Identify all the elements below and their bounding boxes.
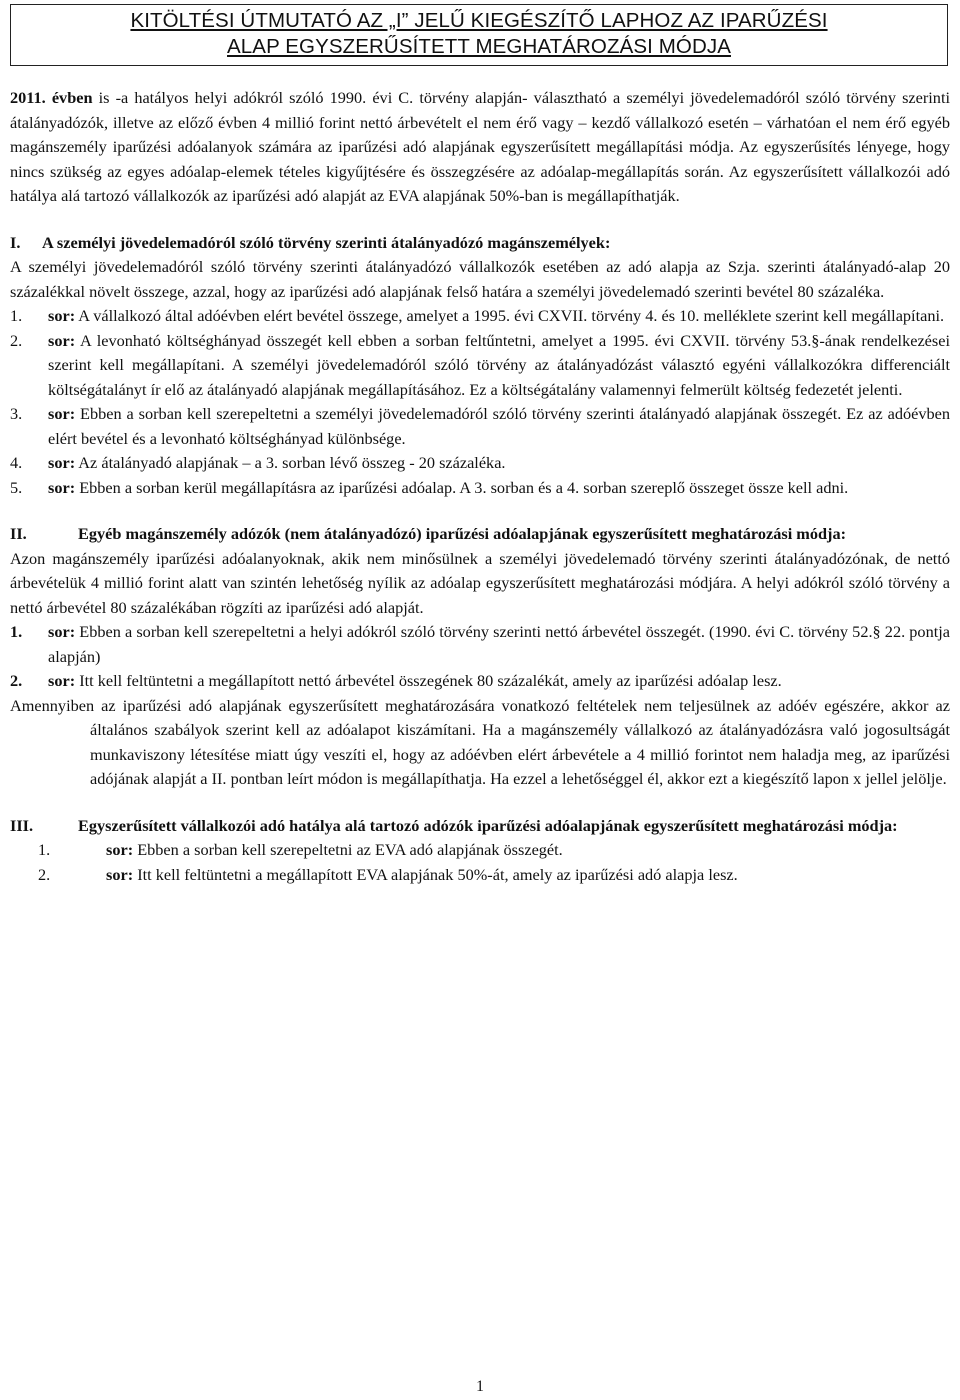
section-3-item	[10, 863, 950, 888]
item-text: A vállalkozó által adóévben elért bevétel összege, amelyet a 1995. évi CXVII. törvény 4. és 10. melléklete szerint kell megállapítani.	[75, 306, 945, 325]
document-body	[10, 86, 950, 887]
section-1-heading	[10, 231, 950, 256]
item-text: Ebben a sorban kell szerepeltetni a helyi adókról szóló törvény szerinti nettó árbevétel összegét. (1990. évi C. törvény 52.§ 22. pontja alapján)	[48, 622, 950, 666]
item-number: 2.	[10, 671, 23, 690]
section-1-item	[10, 304, 950, 329]
intro-text: is -a hatályos helyi adókról szóló 1990. évi C. törvény alapján- választható a személyi jövedelemadóról szóló törvény szerinti átalányadózók, illetve az előző évben 4 millió forint nettó árbevételt el nem érő vagy – kezdő vállalkozó esetén – várhatóan el nem érő egyéb magánszemély iparűzési adóalanyok számára az iparűzési adó alapjának egyszerűsített megállapítási módja. Az egyszerűsítés lényege, hogy nincs szükség az egyes adóalap-elemek tételes kigyűjtésére és összegzésére az adóalap-megállapítás során. Az egyszerűsített vállalkozói adó hatálya alá tartozó vállalkozók az iparűzési adó alapját az EVA alapjának 50%-ban is megállapíthatják.	[10, 88, 950, 205]
section-2-title: Egyéb magánszemély adózók (nem átalányadózó) iparűzési adóalapjának egyszerűsített meghatározási módja:	[78, 524, 847, 543]
section-3-title: Egyszerűsített vállalkozói adó hatálya alá tartozó adózók iparűzési adóalapjának egyszerűsített meghatározási módja:	[78, 815, 898, 835]
section-2-heading	[10, 522, 950, 547]
item-label: sor:	[48, 622, 76, 641]
item-number: 4.	[10, 453, 23, 472]
section-1-title: A személyi jövedelemadóról szóló törvény szerinti átalányadózó magánszemélyek:	[42, 232, 611, 252]
item-text: A levonható költséghányad összegét kell ebben a sorban feltűntetni, amelyet a 1995. évi CXVII. törvény 53.§-ának rendelkezései szerint kell megállapítani. A személyi jövedelemadóról szóló törvény az átalányadózást választó egyéni vállalkozókra differenciált költségátalányt ír elő az átalányadó alapjának megállapításához. Ez a költségátalány valamennyi felmerült költség fedezetét jelenti.	[48, 330, 950, 399]
section-1-item	[10, 451, 950, 476]
section-1-item	[10, 402, 950, 451]
section-2-item	[10, 669, 950, 694]
section-3-item	[10, 838, 950, 863]
item-label: sor:	[48, 477, 76, 497]
title-line-2: ALAP EGYSZERŰSÍTETT MEGHATÁROZÁSI MÓDJA	[227, 35, 731, 58]
item-label: sor:	[48, 404, 76, 423]
section-2-closing: Amennyiben az iparűzési adó alapjának egyszerűsített meghatározására vonatkozó feltételek nem teljesülnek az adóév egészére, akkor az általános szabályok szerint kell az adóalapot kiszámítani. Ha a magánszemély vállalkozó az átalányadózásra való jogosultságát munkaviszony létesítése miatt úgy veszíti el, hogy az adóévben elért árbevétele a 4 millió forintot nem haladja meg, az iparűzési adójának alapját a II. pontban leírt módon is megállapíthatja. Ha ezzel a lehetőséggel él, akkor ezt a kiegészítő lapon x jellel jelölje.	[10, 695, 950, 788]
section-1-item	[10, 476, 950, 501]
item-number: 1.	[10, 306, 23, 325]
item-number: 3.	[10, 404, 23, 423]
item-text: Ebben a sorban kerül megállapításra az iparűzési adóalap. A 3. sorban és a 4. sorban szereplő összeget össze kell adni.	[75, 477, 849, 497]
section-1-number: I.	[10, 232, 21, 252]
section-3-heading	[10, 814, 950, 839]
item-text: Itt kell feltüntetni a megállapított EVA alapjának 50%-át, amely az iparűzési adó alapja lesz.	[133, 864, 738, 884]
item-number: 5.	[10, 477, 23, 497]
item-label: sor:	[106, 864, 134, 884]
item-text: Az átalányadó alapjának – a 3. sorban lévő összeg - 20 százaléka.	[75, 453, 506, 472]
item-text: Itt kell feltüntetni a megállapított nettó árbevétel összegének 80 százalékát, amely az iparűzési adóalap lesz.	[75, 671, 782, 690]
title-box	[10, 4, 948, 66]
item-label: sor:	[106, 840, 134, 859]
item-text: Ebben a sorban kell szerepeltetni a személyi jövedelemadóról szóló törvény szerinti átalányadó alapjának összegét. Ez az adóévben elért bevétel és a levonható költséghányad különbsége.	[48, 404, 950, 448]
item-number: 2.	[10, 330, 23, 350]
item-label: sor:	[48, 671, 76, 690]
title-line-1: KITÖLTÉSI ÚTMUTATÓ AZ „I” JELŰ KIEGÉSZÍTŐ LAPHOZ AZ IPARŰZÉSI	[130, 9, 828, 32]
section-2-item	[10, 620, 950, 669]
section-1-text: A személyi jövedelemadóról szóló törvény szerinti átalányadózó vállalkozók esetében az adó alapja az Szja. szerinti átalányadó-alap 20 százalékkal növelt összege, azzal, hogy az iparűzési adó alapjának felső határa a személyi jövedelemadó szerinti bevétel 80 százaléka.	[10, 257, 950, 301]
section-2-text: Azon magánszemély iparűzési adóalanyoknak, akik nem minősülnek a személyi jövedelemadó törvény szerinti átalányadózónak, de nettó árbevételük 4 millió forint alatt van szintén lehetőség nyílik az adóalap egyszerűsített meghatározási módjára. A helyi adókról szóló törvény a nettó árbevétel 80 százalékában rögzíti az iparűzési adó alapját.	[10, 548, 950, 617]
intro-bold-year: 2011. évben	[10, 88, 93, 107]
section-3-number: III.	[10, 815, 34, 835]
item-label: sor:	[48, 453, 76, 472]
item-number: 2.	[38, 864, 51, 884]
item-number: 1.	[10, 622, 23, 641]
page-number: 1	[476, 1378, 484, 1395]
item-label: sor:	[48, 330, 76, 350]
item-text: Ebben a sorban kell szerepeltetni az EVA adó alapjának összegét.	[133, 840, 563, 859]
intro-paragraph	[10, 86, 950, 209]
section-2-number: II.	[10, 524, 27, 543]
item-number: 1.	[38, 840, 51, 859]
item-label: sor:	[48, 306, 76, 325]
section-1-item	[10, 329, 950, 403]
